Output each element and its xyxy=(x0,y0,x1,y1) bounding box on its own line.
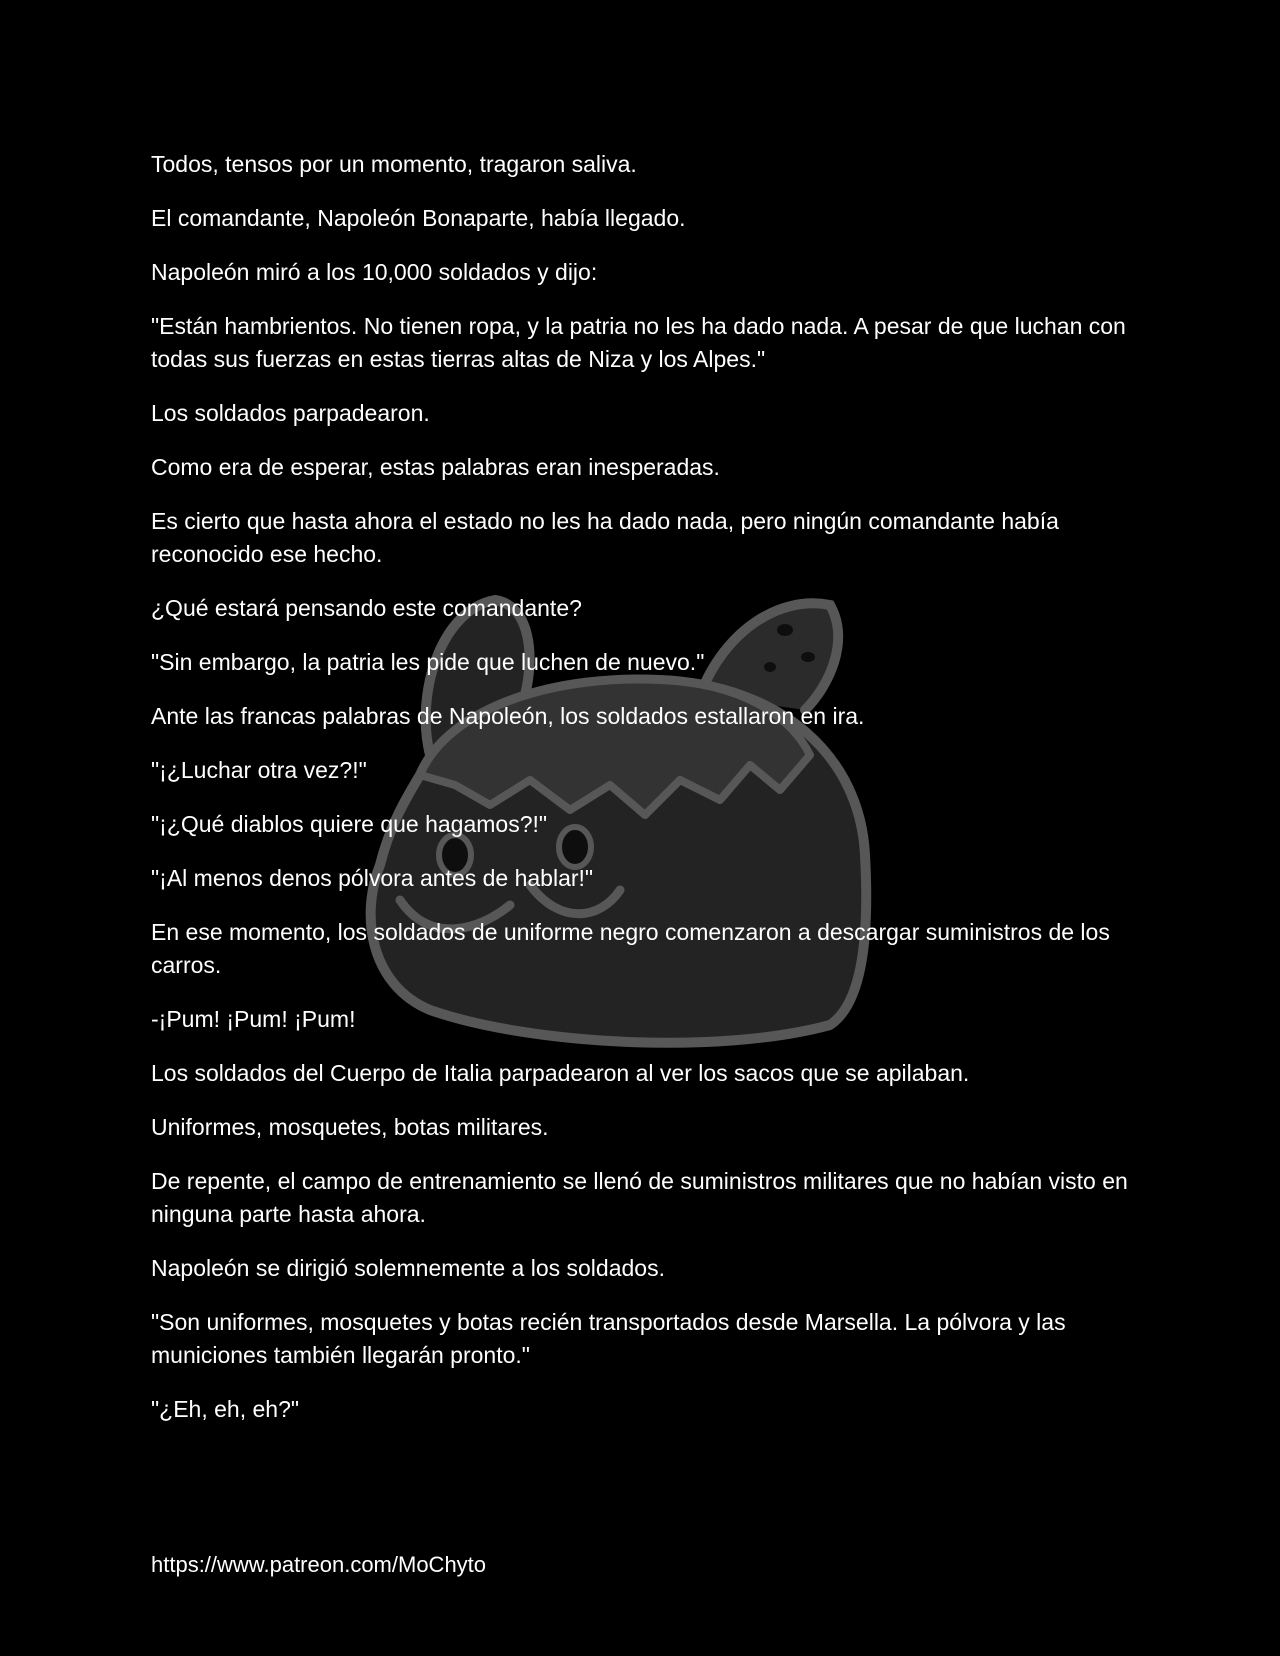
paragraph: Como era de esperar, estas palabras eran inesperadas. xyxy=(151,454,720,480)
paragraph: De repente, el campo de entrenamiento se llenó de suministros militares que no habían visto en ninguna parte hasta ahora. xyxy=(151,1168,1128,1227)
patreon-link[interactable]: https://www.patreon.com/MoChyto xyxy=(151,1552,487,1577)
paragraph: El comandante, Napoleón Bonaparte, había llegado. xyxy=(151,205,686,231)
paragraph: "¡¿Qué diablos quiere que hagamos?!" xyxy=(151,811,548,837)
paragraph: "Sin embargo, la patria les pide que luchen de nuevo." xyxy=(151,649,705,675)
paragraph: "¿Eh, eh, eh?" xyxy=(151,1396,300,1422)
story-text xyxy=(151,148,1141,1447)
paragraph: Es cierto que hasta ahora el estado no les ha dado nada, pero ningún comandante había reconocido ese hecho. xyxy=(151,508,1059,567)
paragraph: En ese momento, los soldados de uniforme negro comenzaron a descargar suministros de los carros. xyxy=(151,919,1110,978)
paragraph: "¡Al menos denos pólvora antes de hablar!" xyxy=(151,865,594,891)
paragraph: Ante las francas palabras de Napoleón, los soldados estallaron en ira. xyxy=(151,703,865,729)
paragraph: Napoleón miró a los 10,000 soldados y dijo: xyxy=(151,259,598,285)
paragraph: Napoleón se dirigió solemnemente a los soldados. xyxy=(151,1255,665,1281)
paragraph: Todos, tensos por un momento, tragaron saliva. xyxy=(151,151,637,177)
paragraph: Uniformes, mosquetes, botas militares. xyxy=(151,1114,549,1140)
paragraph: "Son uniformes, mosquetes y botas recién transportados desde Marsella. La pólvora y las municiones también llegarán pronto." xyxy=(151,1309,1066,1368)
paragraph: "¡¿Luchar otra vez?!" xyxy=(151,757,367,783)
paragraph: ¿Qué estará pensando este comandante? xyxy=(151,595,582,621)
paragraph: -¡Pum! ¡Pum! ¡Pum! xyxy=(151,1006,356,1032)
paragraph: Los soldados parpadearon. xyxy=(151,400,430,426)
paragraph: Los soldados del Cuerpo de Italia parpadearon al ver los sacos que se apilaban. xyxy=(151,1060,970,1086)
paragraph: "Están hambrientos. No tienen ropa, y la patria no les ha dado nada. A pesar de que luchan con todas sus fuerzas en estas tierras altas de Niza y los Alpes." xyxy=(151,313,1126,372)
